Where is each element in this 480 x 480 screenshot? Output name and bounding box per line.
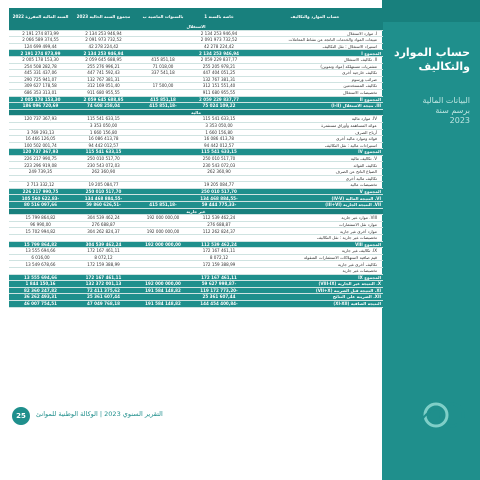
row-label: تخصيصات غير جارية : نقل التكاليف [247,235,383,242]
table-row [9,116,383,123]
cell-value [135,142,191,149]
cell-value [135,30,191,37]
cell-value: 15 799 864,82 [9,215,72,222]
cell-value [135,43,191,50]
row-label: X. النتيجة غير الجارية (VIII-IX) [247,281,383,288]
cell-value: 2 005 178 153,30 [9,56,72,63]
table-row [9,56,383,63]
subtitle-line2: برسم سنة [435,106,470,115]
cell-value [9,175,72,182]
cell-value: 172 167 461,11 [191,248,247,255]
row-label: تخصيصات الاستغلال [247,89,383,96]
row-label: استيرادات مالية : نقل التكاليف [247,142,383,149]
section-row [9,208,383,215]
cell-value: 115 541 633,15 [72,116,135,123]
cell-value [135,122,191,129]
cell-value: 36 262 493,31 [9,294,72,301]
section-title [386,46,470,74]
cell-value [191,235,247,242]
cell-value: 42 278 224,42 [72,43,135,50]
cell-value: 186 096 720,69 [9,103,72,110]
row-label: مبيعات المواد والخدمات الناتجة عن نشاط المعاملات [247,37,383,44]
total-row [9,188,383,195]
row-label: III. نتيجة الاستغلال (I-II) [247,103,383,110]
cell-value [135,235,191,242]
cell-value: 120 737 367,93 [9,149,72,156]
cell-value [135,149,191,156]
table-row [9,162,383,169]
cell-value [135,89,191,96]
row-label: II. تكاليف الاستغلال [247,56,383,63]
row-label: IV. موارد مالية [247,116,383,123]
cell-value [135,162,191,169]
cell-value: 120 737 367,93 [9,116,72,123]
cell-value [135,182,191,189]
row-label: IX. تكاليف غير جارية [247,248,383,255]
row-label: V. تكاليف مالية [247,155,383,162]
cell-value: 2 059 645 688,95 [72,96,135,103]
total-row [9,274,383,281]
cell-value: 445 331 437,06 [9,70,72,77]
cell-value: 191 584 148,82 [135,300,191,307]
cell-value: 8 072,12 [72,254,135,261]
cell-value: 94 442 012,57 [191,142,247,149]
cell-value: 686 353 313,01 [9,89,72,96]
cell-value: 124 699 499,44 [9,43,72,50]
cell-value: 415 851,18 [135,96,191,103]
cell-value: 13 549 678,66 [9,261,72,268]
row-label: تخصيصات مالية [247,182,383,189]
cell-value: 192 000 000,00 [135,215,191,222]
col-header-2022: السنة المالية المفرزة 2022 [9,8,72,24]
cell-value: 112 539 462,24 [191,241,247,248]
cell-value: 192 000 000,00 [135,281,191,288]
table-row [9,267,383,274]
table-row [9,221,383,228]
cell-value: 172 167 461,11 [72,248,135,255]
cell-value [135,50,191,57]
cell-value [135,76,191,83]
cell-value [135,221,191,228]
cell-value: 250 010 517,70 [72,155,135,162]
cell-value: 911 680 955,55 [191,89,247,96]
cell-value: 47 049 768,18 [72,300,135,307]
row-label: تكاليف مالية أخرى [247,175,383,182]
total-row [9,287,383,294]
cell-value: 2 134 253 946,94 [72,50,135,57]
cell-value: 304 539 462,24 [72,241,135,248]
cell-value: 59 444 775,33- [191,202,247,209]
cell-value [191,267,247,274]
cell-value [9,122,72,129]
section-row [9,109,383,116]
subtitle-line3: 2023 [449,116,470,125]
table-row [9,235,383,242]
table-row [9,175,383,182]
row-label: VI. النتيجة المالية (IV-V) [247,195,383,202]
cell-value [72,175,135,182]
cell-value: 132 767 381,31 [72,76,135,83]
cell-value: 72 411 375,62 [72,287,135,294]
table-row [9,83,383,90]
cell-value: 13 555 694,66 [9,248,72,255]
col-header-prior-years: بالسنوات الماضية ب [135,8,191,24]
cell-value [135,155,191,162]
income-statement-table [9,8,383,308]
cell-value: 226 217 990,75 [9,188,72,195]
table-row [9,169,383,176]
cell-value: 2 091 973 732,52 [72,37,135,44]
table-row [9,254,383,261]
cell-value: 46 007 754,51 [9,300,72,307]
cell-value: 115 541 633,15 [191,149,247,156]
row-label: المجموع II [247,96,383,103]
section-label: مالية [9,109,383,116]
cell-value: 304 539 462,24 [72,215,135,222]
cell-value: 132 372 001,13 [72,281,135,288]
cell-value: 132 767 381,31 [191,76,247,83]
row-label: XI. النتيجة قبل الضريبة (VII+X) [247,287,383,294]
cell-value: 2 005 178 153,30 [9,96,72,103]
cell-value: 144 454 400,84- [191,300,247,307]
cell-value [135,294,191,301]
cell-value: 1 660 156,80 [191,129,247,136]
row-label: VII. النتيجة الجارية (III+VI) [247,202,383,209]
total-row [9,149,383,156]
cell-value: 192 000 000,00 [135,241,191,248]
cell-value: 119 172 773,20- [191,287,247,294]
cell-value: 192 000 000,00 [135,228,191,235]
cell-value [191,175,247,182]
row-label: مشتريات مستهلكة (مواد وتموين) [247,63,383,70]
table-row [9,37,383,44]
cell-value: 2 191 274 873,99 [9,50,72,57]
cell-value: 2 066 589 374,55 [9,37,72,44]
cell-value: 255 205 978,21 [191,63,247,70]
section-label: الاستغلال [9,24,383,30]
cell-value [135,195,191,202]
row-label: فوائد وموارد مالية أخرى [247,136,383,143]
cell-value: 71 018,00 [135,63,191,70]
cell-value [135,136,191,143]
cell-value: 115 541 633,15 [72,149,135,156]
total-row [9,103,383,110]
total-row [9,50,383,57]
cell-value [135,267,191,274]
table-row [9,248,383,255]
cell-value: 415 851,18 [135,56,191,63]
cell-value: 80 516 097,66 [9,202,72,209]
cell-value: 250 010 517,70 [72,188,135,195]
table-row [9,136,383,143]
cell-value: 1 660 156,80 [72,129,135,136]
row-label: موارد نقل الاستثمارات [247,221,383,228]
cell-value: 15 799 864,82 [9,241,72,248]
cell-value: 1 844 150,16 [9,281,72,288]
cell-value: 2 091 973 732,52 [191,37,247,44]
cell-value: 2 059 229 837,77 [191,96,247,103]
cell-value: 42 278 224,42 [191,43,247,50]
cell-value: 134 468 884,55- [191,195,247,202]
table-header-row [9,8,383,24]
agency-logo-icon [400,401,470,429]
table-row [9,142,383,149]
cell-value: 2 059 645 688,95 [72,56,135,63]
cell-value: 3 353 050,00 [72,122,135,129]
table-row [9,30,383,37]
row-label: المجموع VIII [247,241,383,248]
cell-value: 290 725 941,07 [9,76,72,83]
row-label: تكاليف أخرى غير جارية [247,261,383,268]
cell-value: 75 024 109,22 [191,103,247,110]
cell-value [135,254,191,261]
cell-value [135,116,191,123]
cell-value: 250 010 517,70 [191,188,247,195]
cell-value: 447 404 051,25 [191,70,247,77]
cell-value: 16 086 413,78 [72,136,135,143]
row-label: المجموع V [247,188,383,195]
total-row [9,300,383,307]
cell-value: 312 169 051,40 [72,83,135,90]
cell-value: 172 159 388,99 [72,261,135,268]
cell-value: 262 360,90 [191,169,247,176]
cell-value: 134 468 884,55- [72,195,135,202]
table-row [9,261,383,268]
cell-value: 2 134 253 946,94 [191,30,247,37]
row-label: تكاليف الفوائد [247,162,383,169]
cell-value: 447 741 592,43 [72,70,135,77]
cell-value: 25 361 607,44 [72,294,135,301]
table-row [9,89,383,96]
row-label: أرباح الصرف [247,129,383,136]
cell-value: 8 072,12 [191,254,247,261]
cell-value: 115 541 633,15 [191,116,247,123]
cell-value: 6 016,00 [9,254,72,261]
cell-value: 16 086 413,78 [191,136,247,143]
cell-value: 19 205 084,77 [72,182,135,189]
cell-value: 255 276 996,21 [72,63,135,70]
cell-value [135,188,191,195]
row-label: VIII. موارد غير جارية [247,215,383,222]
total-row [9,202,383,209]
cell-value: 2 713 332,12 [9,182,72,189]
col-header-current-year: خاصة بالسنة 1 [191,8,247,24]
section-subtitle [386,96,470,126]
cell-value: 172 167 461,11 [72,274,135,281]
row-label: موارد أخرى غير جارية [247,228,383,235]
cell-value: 276 688,87 [72,221,135,228]
cell-value: 3 769 293,13 [9,129,72,136]
section-label: غير جارية [9,208,383,215]
cell-value: 105 560 622,83- [9,195,72,202]
col-header-account: حساب الموارد والتكاليف [247,8,383,24]
cell-value [72,235,135,242]
row-label: تكاليف خارجية أخرى [247,70,383,77]
table-row [9,122,383,129]
row-label: المجموع IX [247,274,383,281]
row-label: قيم صافية لاستهلاكات الاستثمارات المنقولة [247,254,383,261]
cell-value: 337 541,18 [135,70,191,77]
table-row [9,43,383,50]
table-row [9,228,383,235]
cell-value: 74 608 258,04 [72,103,135,110]
cell-value: 191 584 148,82 [135,287,191,294]
cell-value: 59 860 626,51- [72,202,135,209]
cell-value: 415 851,18- [135,202,191,209]
cell-value: 249 739,35 [9,169,72,176]
cell-value: 312 151 551,40 [191,83,247,90]
cell-value: 254 508 282,78 [9,63,72,70]
cell-value: 250 010 517,70 [191,155,247,162]
table-row [9,70,383,77]
cell-value: 223 296 919,08 [9,162,72,169]
cell-value: 96 990,00 [9,221,72,228]
cell-value [72,267,135,274]
cell-value: 19 205 084,77 [191,182,247,189]
row-label: XII. الضريبة على النتائج [247,294,383,301]
cell-value [9,235,72,242]
cell-value: 309 627 178,58 [9,83,72,90]
cell-value: 276 688,87 [191,221,247,228]
cell-value: 226 217 990,75 [9,155,72,162]
cell-value: 172 159 388,99 [191,261,247,268]
section-title-line2: والتكاليف [418,60,470,73]
table-body [9,24,383,307]
cell-value: 13 555 694,66 [9,274,72,281]
table-row [9,63,383,70]
cell-value: 2 134 253 946,94 [72,30,135,37]
row-label: النتيجة الصافية (XI-XII) [247,300,383,307]
row-label: I. موارد الاستغلال [247,30,383,37]
cell-value [135,129,191,136]
cell-value [135,37,191,44]
total-row [9,281,383,288]
total-row [9,294,383,301]
cell-value: 230 543 072,03 [191,162,247,169]
row-label: المجموع IV [247,149,383,156]
footer-text: التقرير السنوي 2023 | الوكالة الوطنية للموانئ [36,410,163,418]
row-label: ضرائب ورسوم [247,76,383,83]
cell-value [135,274,191,281]
cell-value [135,175,191,182]
col-header-total-2023: مجموع السنة الحالية 2023 [72,8,135,24]
cell-value: 911 680 955,55 [72,89,135,96]
row-label: المجموع I [247,50,383,57]
cell-value: 3 353 050,00 [191,122,247,129]
table-row [9,76,383,83]
cell-value: 2 191 274 873,99 [9,30,72,37]
table-row [9,215,383,222]
cell-value: 2 059 229 837,77 [191,56,247,63]
section-title-line1: حساب الموارد [393,46,470,59]
cell-value: 304 262 824,37 [72,228,135,235]
cell-value: 82 360 247,82 [9,287,72,294]
cell-value: 100 502 001,74 [9,142,72,149]
cell-value: 262 360,90 [72,169,135,176]
cell-value: 112 539 462,24 [191,215,247,222]
sidebar-head-band [382,0,480,22]
cell-value: 230 543 072,03 [72,162,135,169]
table-row [9,155,383,162]
page-number-badge: 25 [12,407,30,425]
cell-value [135,248,191,255]
cell-value: 94 442 012,57 [72,142,135,149]
cell-value: 415 851,18- [135,103,191,110]
cell-value [135,261,191,268]
cell-value: 2 134 253 946,94 [191,50,247,57]
total-row [9,241,383,248]
table-row [9,182,383,189]
cell-value: 16 466 126,05 [9,136,72,143]
row-label: تخصيصات غير جارية [247,267,383,274]
cell-value [9,267,72,274]
total-row [9,96,383,103]
row-label: عوائد المساهمة وأوراق مستثمرة [247,122,383,129]
row-label: استيراد الاستغلال : نقل التكاليف [247,43,383,50]
subtitle-line1: البيانات المالية [422,96,470,105]
cell-value: 17 500,00 [135,83,191,90]
total-row [9,195,383,202]
cell-value: 172 167 461,11 [191,274,247,281]
cell-value: 112 262 824,37 [191,228,247,235]
financial-table-wrapper [9,8,383,308]
cell-value: 59 627 998,87- [191,281,247,288]
row-label: تكاليف المستخدمين [247,83,383,90]
row-label: الضياع الناتج عن الصرف [247,169,383,176]
cell-value: 15 702 994,82 [9,228,72,235]
cell-value [135,169,191,176]
table-row [9,129,383,136]
cell-value: 25 361 607,44 [191,294,247,301]
